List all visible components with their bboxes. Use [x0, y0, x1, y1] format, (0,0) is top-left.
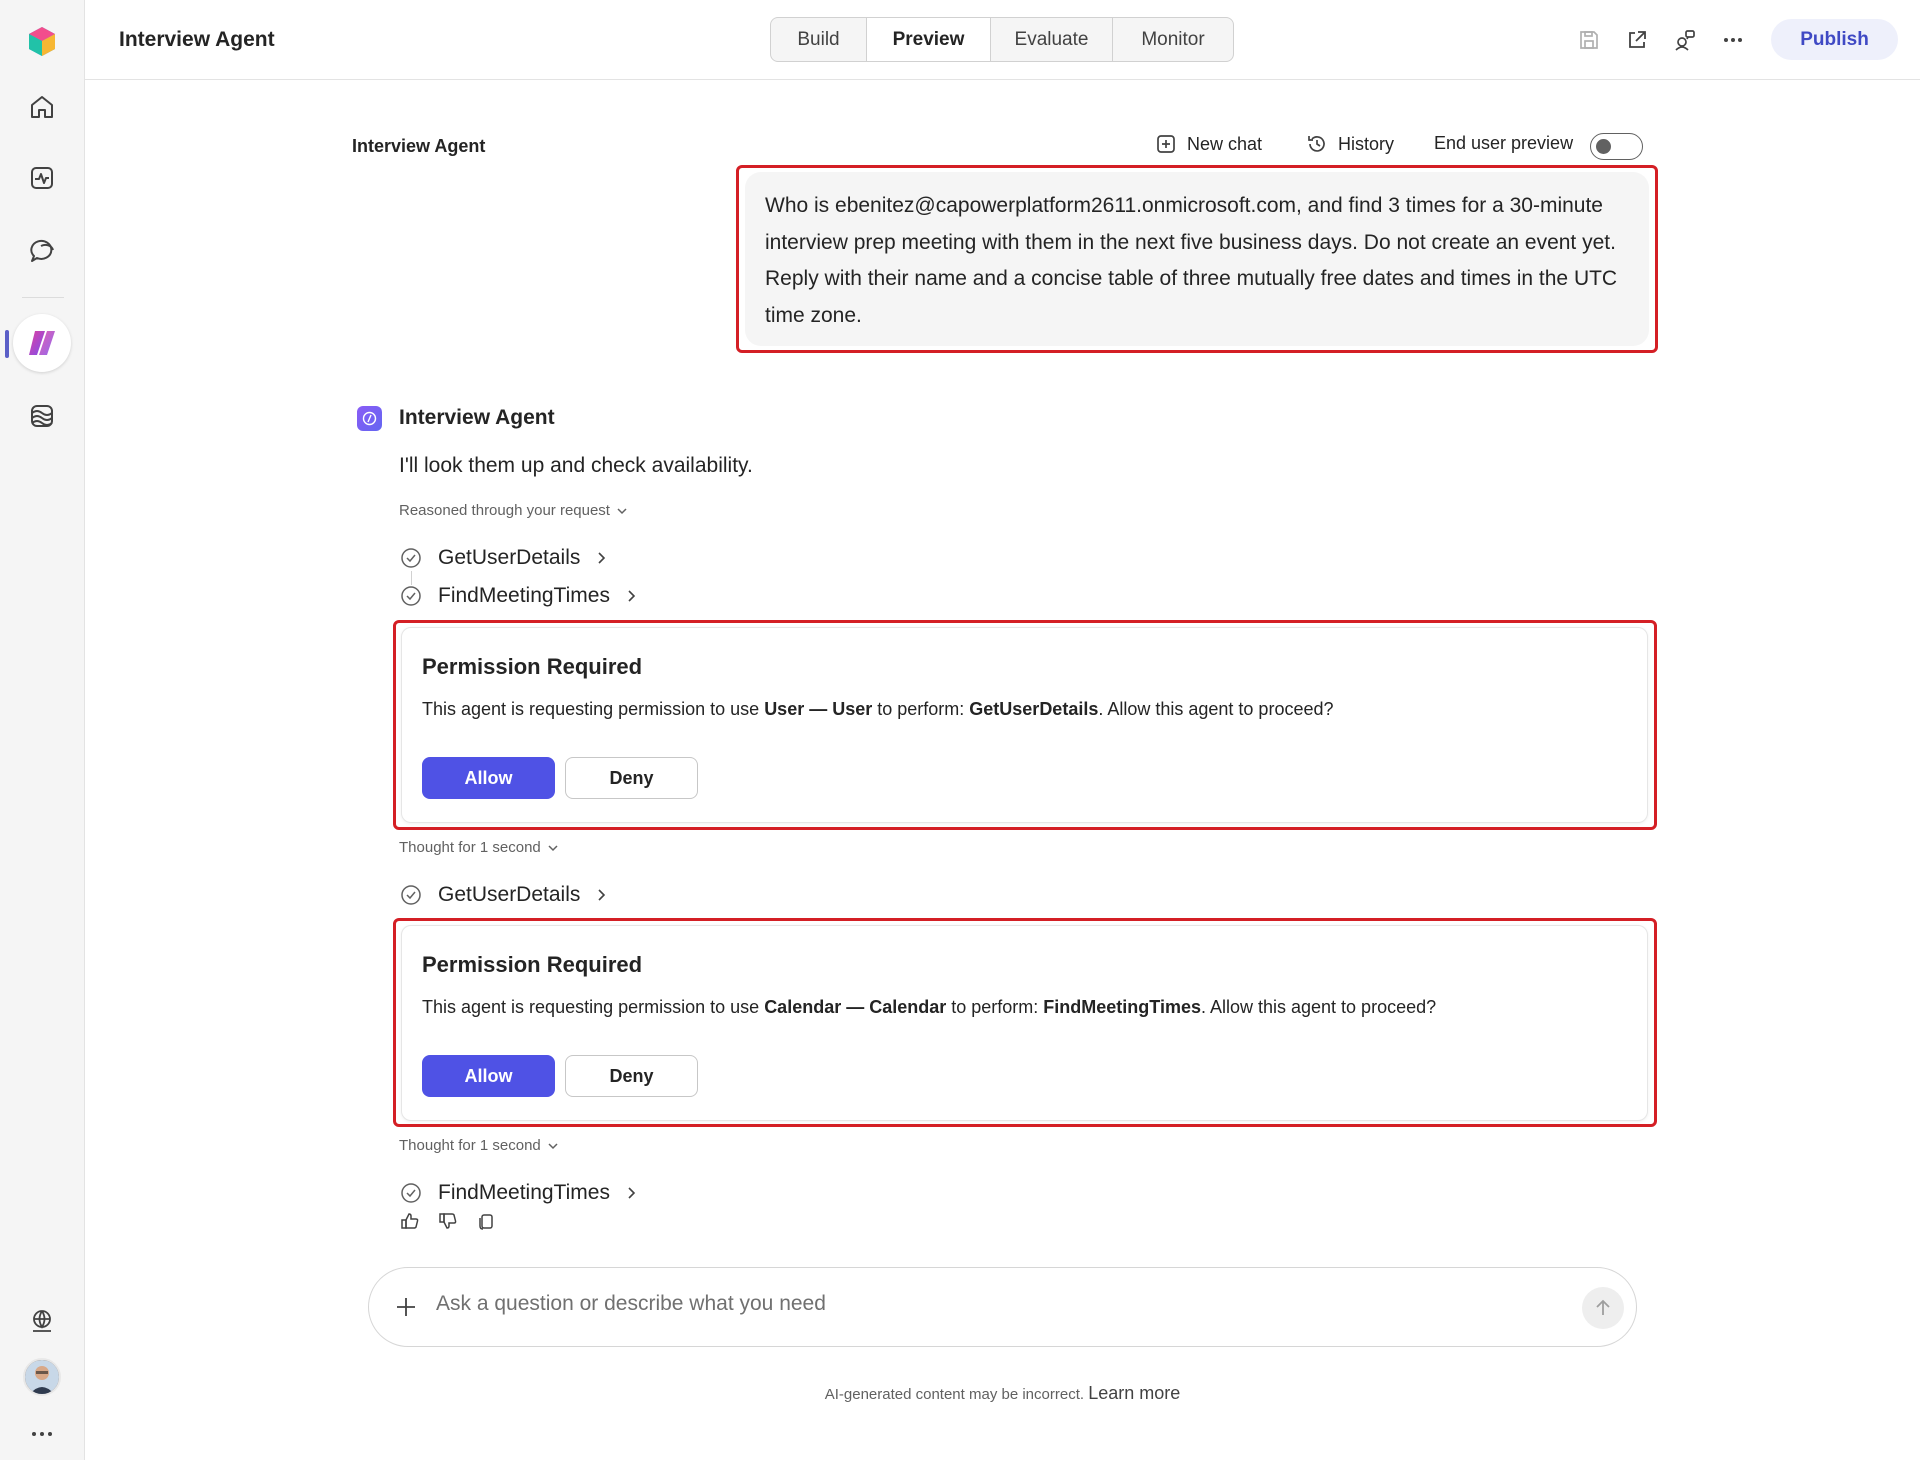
permission-title: Permission Required [422, 654, 643, 679]
check-circle-icon [400, 1182, 422, 1204]
copy-icon[interactable] [476, 1211, 496, 1231]
more-icon[interactable] [1719, 26, 1747, 54]
chevron-right-icon [596, 888, 606, 902]
tool-connector-line [411, 571, 412, 585]
thought-toggle[interactable] [399, 839, 559, 856]
history-label: History [1338, 133, 1395, 154]
history-button[interactable] [1306, 133, 1394, 155]
chevron-right-icon [626, 1186, 636, 1200]
end-user-preview-text: End user preview [1434, 133, 1574, 153]
chevron-down-icon [547, 1140, 559, 1152]
rail-active-indicator [5, 330, 9, 358]
feedback-actions [400, 1211, 496, 1231]
globe-icon[interactable] [21, 1300, 63, 1342]
save-icon[interactable] [1575, 26, 1603, 54]
publish-button[interactable]: Publish [1771, 19, 1898, 60]
learn-more-link[interactable]: Learn more [1088, 1383, 1181, 1403]
copilot-studio-icon[interactable] [13, 314, 71, 372]
rail-divider [22, 297, 64, 298]
tool-step-findmeetingtimes[interactable] [400, 584, 636, 608]
end-user-preview-label [1434, 133, 1573, 154]
top-header [85, 0, 1920, 80]
tool-name: GetUserDetails [438, 546, 581, 569]
tab-monitor[interactable]: Monitor [1141, 28, 1205, 50]
chevron-down-icon [616, 505, 628, 517]
home-icon[interactable] [21, 86, 63, 128]
left-rail [0, 0, 85, 1460]
thumbs-down-icon[interactable] [438, 1211, 458, 1231]
history-icon [1306, 133, 1328, 155]
share-icon[interactable] [1623, 26, 1651, 54]
chevron-right-icon [626, 589, 636, 603]
send-button[interactable] [1582, 1287, 1624, 1329]
tool-step-getuserdetails[interactable] [400, 883, 606, 907]
allow-button[interactable]: Allow [422, 1055, 555, 1097]
tool-step-getuserdetails[interactable] [400, 546, 606, 570]
agent-logo-icon [357, 406, 382, 431]
reasoning-label: Reasoned through your request [399, 502, 610, 519]
chat-icon[interactable] [21, 229, 63, 271]
thought-toggle[interactable] [399, 1137, 559, 1154]
agent-reply: I'll look them up and check availability. [399, 454, 753, 477]
agent-name: Interview Agent [399, 406, 555, 429]
ai-disclaimer [0, 1383, 1920, 1404]
chat-title: Interview Agent [352, 136, 486, 156]
toggle-knob [1596, 139, 1611, 154]
waves-icon[interactable] [21, 395, 63, 437]
thought-label: Thought for 1 second [399, 1137, 541, 1154]
new-chat-label: New chat [1187, 133, 1263, 154]
deny-button[interactable]: Deny [565, 757, 698, 799]
allow-button[interactable]: Allow [422, 757, 555, 799]
product-logo-icon[interactable] [21, 21, 63, 63]
activity-icon[interactable] [21, 157, 63, 199]
user-message: Who is ebenitez@capowerplatform2611.onmicrosoft.com, and find 3 times for a 30-minute interview prep meeting with them in the next five business days. Do not create an event yet. Reply with their name and a concise table of three mutually free dates and times in the UTC time zone. [745, 172, 1649, 346]
new-chat-icon [1155, 133, 1177, 155]
more-icon[interactable] [21, 1413, 63, 1455]
permission-text: This agent is requesting permission to use User — User to perform: GetUserDetails. Allow this agent to proceed? [422, 699, 1334, 719]
app-title: Interview Agent [119, 28, 275, 51]
agent-settings-icon[interactable] [1671, 26, 1699, 54]
permission-card-user [401, 627, 1648, 823]
tab-preview[interactable]: Preview [867, 18, 991, 61]
tool-name: FindMeetingTimes [438, 584, 610, 607]
thumbs-up-icon[interactable] [400, 1211, 420, 1231]
new-chat-button[interactable] [1155, 133, 1262, 155]
check-circle-icon [400, 585, 422, 607]
tool-name: FindMeetingTimes [438, 1181, 610, 1204]
permission-title: Permission Required [422, 952, 643, 977]
thought-label: Thought for 1 second [399, 839, 541, 856]
chat-input[interactable] [436, 1292, 1536, 1316]
chat-composer [368, 1267, 1637, 1347]
mode-tabs [770, 17, 1234, 62]
disclaimer-text: AI-generated content may be incorrect. [824, 1386, 1085, 1403]
chevron-right-icon [596, 551, 606, 565]
add-attachment-icon[interactable] [391, 1292, 421, 1322]
tool-name: GetUserDetails [438, 883, 581, 906]
reasoning-toggle[interactable] [399, 502, 628, 519]
deny-button[interactable]: Deny [565, 1055, 698, 1097]
tool-step-findmeetingtimes[interactable] [400, 1181, 636, 1205]
tab-build[interactable]: Build [771, 18, 867, 61]
permission-text: This agent is requesting permission to use Calendar — Calendar to perform: FindMeetingTimes. Allow this agent to proceed? [422, 997, 1437, 1017]
end-user-preview-toggle[interactable] [1590, 133, 1643, 160]
check-circle-icon [400, 884, 422, 906]
check-circle-icon [400, 547, 422, 569]
arrow-up-icon [1593, 1298, 1613, 1318]
chevron-down-icon [547, 842, 559, 854]
permission-card-calendar [401, 925, 1648, 1121]
tab-evaluate[interactable]: Evaluate [991, 18, 1113, 61]
